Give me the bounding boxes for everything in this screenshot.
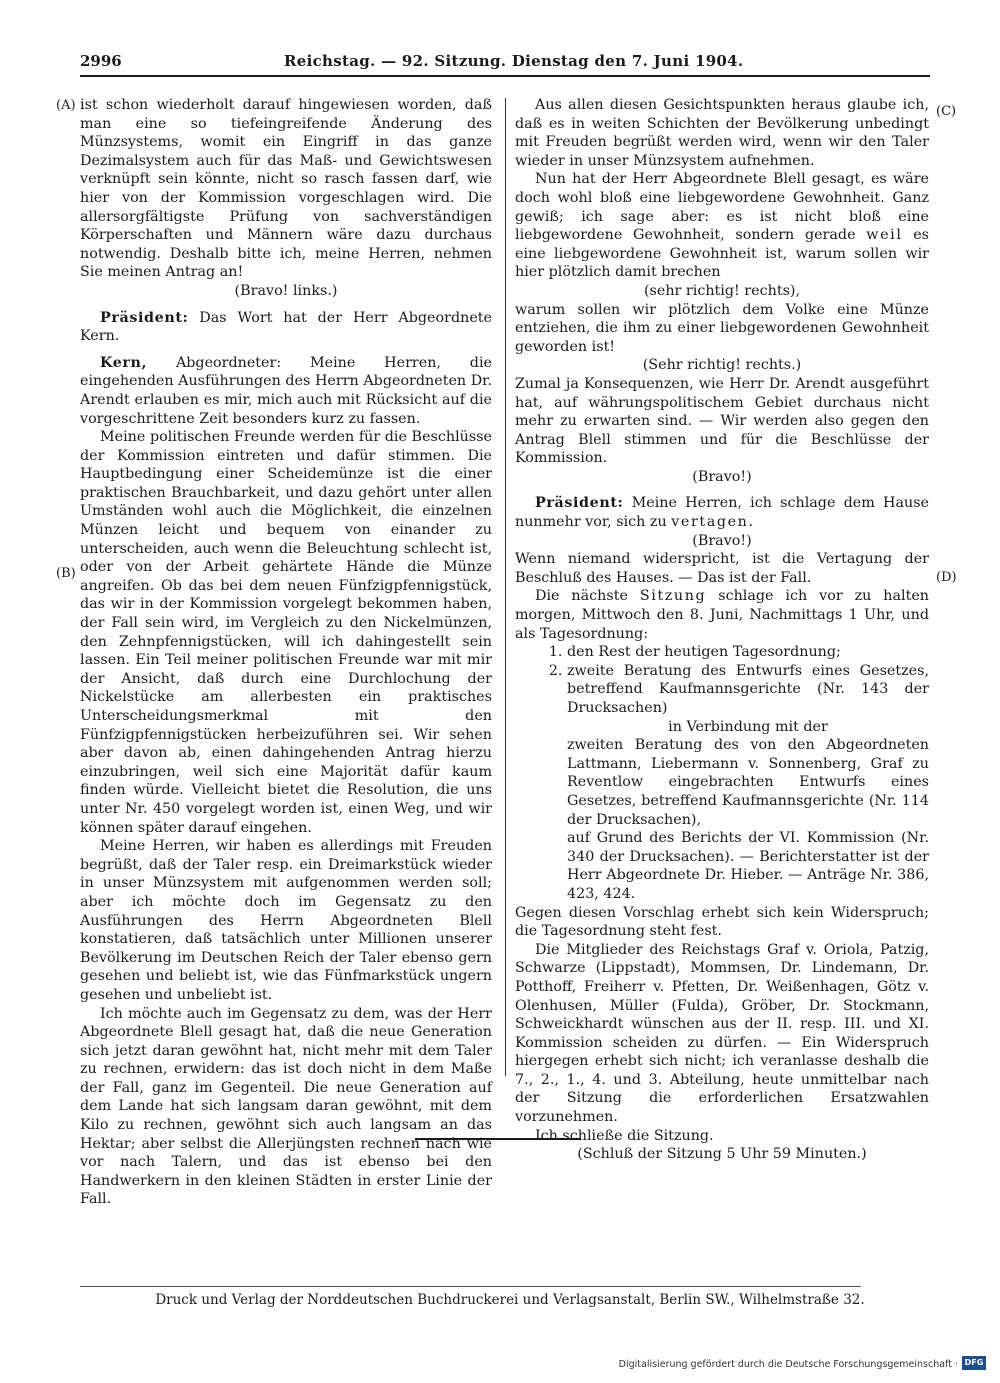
column-divider xyxy=(505,98,506,1076)
footer-rule-short xyxy=(415,1138,581,1140)
president-speech xyxy=(80,309,492,346)
paragraph: Die Mitglieder des Reichstags Graf v. Oriola, Patzig, Schwarze (Lippstadt), Mommsen, Dr. Lindemann, Dr. Potthoff, Freiherr v. Pfetten, Dr. Weißenhagen, Götz v. Olenhusen, Müller (Fulda), Gröber, Dr. Stockmann, Schweickhardt wünschen aus der II. resp. III. und XI. Kommission scheiden zu dürfen. — Ein Widerspruch hiergegen erhebt sich nicht; ich veranlasse deshalb die 7., 2., 1., 4. und 3. Abteilung, heute unmittelbar nach der Sitzung die erforderlichen Ersatzwahlen vorzunehmen. xyxy=(515,941,929,1126)
paragraph xyxy=(515,170,929,282)
margin-mark-a: (A) xyxy=(56,98,76,113)
agenda-list xyxy=(515,643,929,717)
footer-rule xyxy=(80,1286,861,1287)
paragraph: Zumal ja Konsequenzen, wie Herr Dr. Arendt ausgeführt hat, auf währungspolitischem Gebiet durchaus nicht mehr zu erwarten sind. — Wir werden also gegen den Antrag Blell stimmen und für die Beschlüsse der Kommission. xyxy=(515,375,929,467)
paragraph: warum sollen wir plötzlich dem Volke eine Münze entziehen, die ihm zu einer liebgewordenen Gewohnheit geworden ist! xyxy=(515,301,929,355)
spaced-word: vertagen. xyxy=(671,514,755,531)
margin-mark-d: (D) xyxy=(936,570,957,585)
president-speech xyxy=(515,494,929,531)
paragraph: Gegen diesen Vorschlag erhebt sich kein Widerspruch; die Tagesordnung steht fest. xyxy=(515,904,929,940)
right-column xyxy=(515,96,929,1164)
speaker-name: Präsident: xyxy=(535,495,624,512)
margin-mark-c: (C) xyxy=(936,104,957,119)
paragraph: Ich möchte auch im Gegensatz zu dem, was der Herr Abgeordnete Blell gesagt hat, daß die neue Generation sich jetzt daran gewöhnt hat, nicht mehr mit dem Taler zu rechnen, erwidern: das ist doch nicht in dem Maße der Fall, ganz im Gegenteil. Die neue Generation auf dem Lande hat sich langsam daran gewöhnt, mit dem Kilo zu rechnen, gewöhnt sich auch langsam an das Hektar; aber selbst die Allerjüngsten rechnen nach wie vor nach Talern, und das ist ebenso bei den Handwerkern in den kleinen Städten in erster Linie der Fall. xyxy=(80,1005,492,1208)
header-rule xyxy=(80,75,930,77)
interjection: (Sehr richtig! rechts.) xyxy=(642,357,802,374)
interjection: (Bravo!) xyxy=(692,532,752,549)
page-number: 2996 xyxy=(80,52,122,70)
agenda-continuation: zweiten Beratung des von den Abgeordneten Lattmann, Liebermann v. Sonnenberg, Graf zu Reventlow eingebrachten Entwurfs eines Gesetzes, betreffend Kaufmannsgerichte (Nr. 114 der Drucksachen), xyxy=(567,737,929,828)
agenda-item: 1. den Rest der heutigen Tagesordnung; xyxy=(567,643,929,662)
paragraph: Meine Herren, wir haben es allerdings mit Freuden begrüßt, daß der Taler resp. ein Dreimarkstück wieder in unser Münzsystem mit aufgenommen werden soll; aber ich möchte doch im Gegensatz zu den Ausführungen des Herrn Abgeordneten Blell konstatieren, daß tatsächlich unter Millionen unserer Bevölkerung im Deutschen Reich der Taler ebenso gern gesehen und beliebt ist, wie das Fünfmarkstück ungern gesehen und unbeliebt ist. xyxy=(80,838,492,1003)
spaced-word: weil xyxy=(866,227,903,244)
digitization-credit: Digitalisierung gefördert durch die Deutsche Forschungsgemeinschaft · xyxy=(618,1359,958,1370)
imprint: Druck und Verlag der Norddeutschen Buchdruckerei und Verlagsanstalt, Berlin SW., Wilhelmstraße 32. xyxy=(155,1292,865,1308)
speech-text: Das Wort hat der Herr Abgeordnete Kern. xyxy=(80,309,492,345)
interjection: (sehr richtig! rechts), xyxy=(643,282,801,299)
dfg-logo-icon: DFG xyxy=(962,1356,986,1370)
spaced-word: Sitzung xyxy=(639,588,707,605)
left-column xyxy=(80,96,492,1209)
text-run: schlage ich vor zu halten morgen, Mittwoch den 8. Juni, Nachmittags 1 Uhr, und als Tagesordnung: xyxy=(515,588,930,642)
paragraph: Aus allen diesen Gesichtspunkten heraus glaube ich, daß es in weiten Schichten der Bevölkerung unbedingt mit Freuden begrüßt werden wird, wenn wir den Taler wieder in unser Münzsystem aufnehmen. xyxy=(515,97,929,169)
text-run: Die nächste xyxy=(535,588,640,605)
running-title: Reichstag. — 92. Sitzung. Dienstag den 7. Juni 1904. xyxy=(284,52,744,70)
session-closing: (Schluß der Sitzung 5 Uhr 59 Minuten.) xyxy=(577,1146,867,1163)
paragraph: Meine politischen Freunde werden für die Beschlüsse der Kommission eintreten und dafür stimmen. Die Hauptbedingung einer Scheidemünze ist die einer praktischen Brauchbarkeit, und dazu gehört unter allen Umständen wohl auch die Möglichkeit, die einzelnen Münzen leicht und bequem von einander zu unterscheiden, auch wenn die Beleuchtung schlecht ist, oder von der Arbeit gehärtete Hände die Münze angreifen. Ob das bei dem neuen Fünfzigpfennigstück, das wir in der Kommission vorgelegt bekommen haben, der Fall sein wird, im Vergleich zu den Nickelmünzen, den Zehnpfennigstücken, will ich dahingestellt sein lassen. Ein Teil meiner politischen Freunde war mit mir der Ansicht, daß durch eine Durchlochung der Nickelstücke am allerbesten ein praktisches Unterscheidungsmerkmal mit den Fünfzigpfennigstücken herbeizuführen sei. Wir sehen aber davon ab, einen dahingehenden Antrag hierzu einzubringen, weil sich eine Majorität dafür kaum finden würde. Vielleicht bietet die Resolution, die uns unter Nr. 450 vorgelegt worden ist, einen Weg, und wir können später darauf eingehen. xyxy=(80,429,492,836)
speech-text: Meine Herren, ich schlage dem Hause nunmehr vor, sich zu xyxy=(515,495,929,531)
interjection: (Bravo!) xyxy=(692,468,752,485)
paragraph: ist schon wiederholt darauf hingewiesen worden, daß man eine so tiefeingreifende Änderung des Münzsystems, womit ein Eingriff in das ganze Dezimalsystem auch für das Maß- und Gewichtswesen verknüpft sein könnte, nicht so rasch fassen darf, wie hier von der Kommission vorgeschlagen wird. Die allersorgfältigste Prüfung von sachverständigen Körperschaften und Männern wäre dazu durchaus notwendig. Deshalb bitte ich, meine Herren, nehmen Sie meinen Antrag an! xyxy=(80,97,492,281)
speaker-name: Kern, xyxy=(100,354,148,371)
text-run: Nun hat der Herr Abgeordnete Blell gesagt, es wäre doch wohl bloß eine liebgewordene Gewohnheit. Ganz gewiß; ich sage aber: es ist nicht bloß eine liebgewordene Gewohnheit, sondern gerade xyxy=(515,171,929,244)
paragraph xyxy=(515,587,929,643)
speaker-name: Präsident: xyxy=(100,309,189,326)
speech-text: Abgeordneter: Meine Herren, die eingehenden Ausführungen des Herrn Abgeordneten Dr. Arendt erlauben es mir, mich auch mit Rücksicht auf die vorgeschrittene Zeit besonders kurz zu fassen. xyxy=(80,354,492,427)
agenda-continuation: auf Grund des Berichts der VI. Kommission (Nr. 340 der Drucksachen). — Berichterstatter ist der Herr Abgeordnete Dr. Hieber. — Anträge Nr. 386, 423, 424. xyxy=(567,830,929,902)
margin-mark-b: (B) xyxy=(56,566,76,581)
kern-speech xyxy=(80,354,492,428)
agenda-item: 2. zweite Beratung des Entwurfs eines Gesetzes, betreffend Kaufmannsgerichte (Nr. 143 der Drucksachen) xyxy=(567,662,929,718)
interjection: (Bravo! links.) xyxy=(234,282,338,299)
paragraph: Wenn niemand widerspricht, ist die Vertagung der Beschluß des Hauses. — Das ist der Fall. xyxy=(515,551,929,586)
text-run: es eine liebgewordene Gewohnheit ist, warum sollen wir hier plötzlich damit brechen xyxy=(515,227,930,281)
paragraph: Ich schließe die Sitzung. xyxy=(535,1127,714,1144)
agenda-connector: in Verbindung mit der xyxy=(668,718,828,735)
